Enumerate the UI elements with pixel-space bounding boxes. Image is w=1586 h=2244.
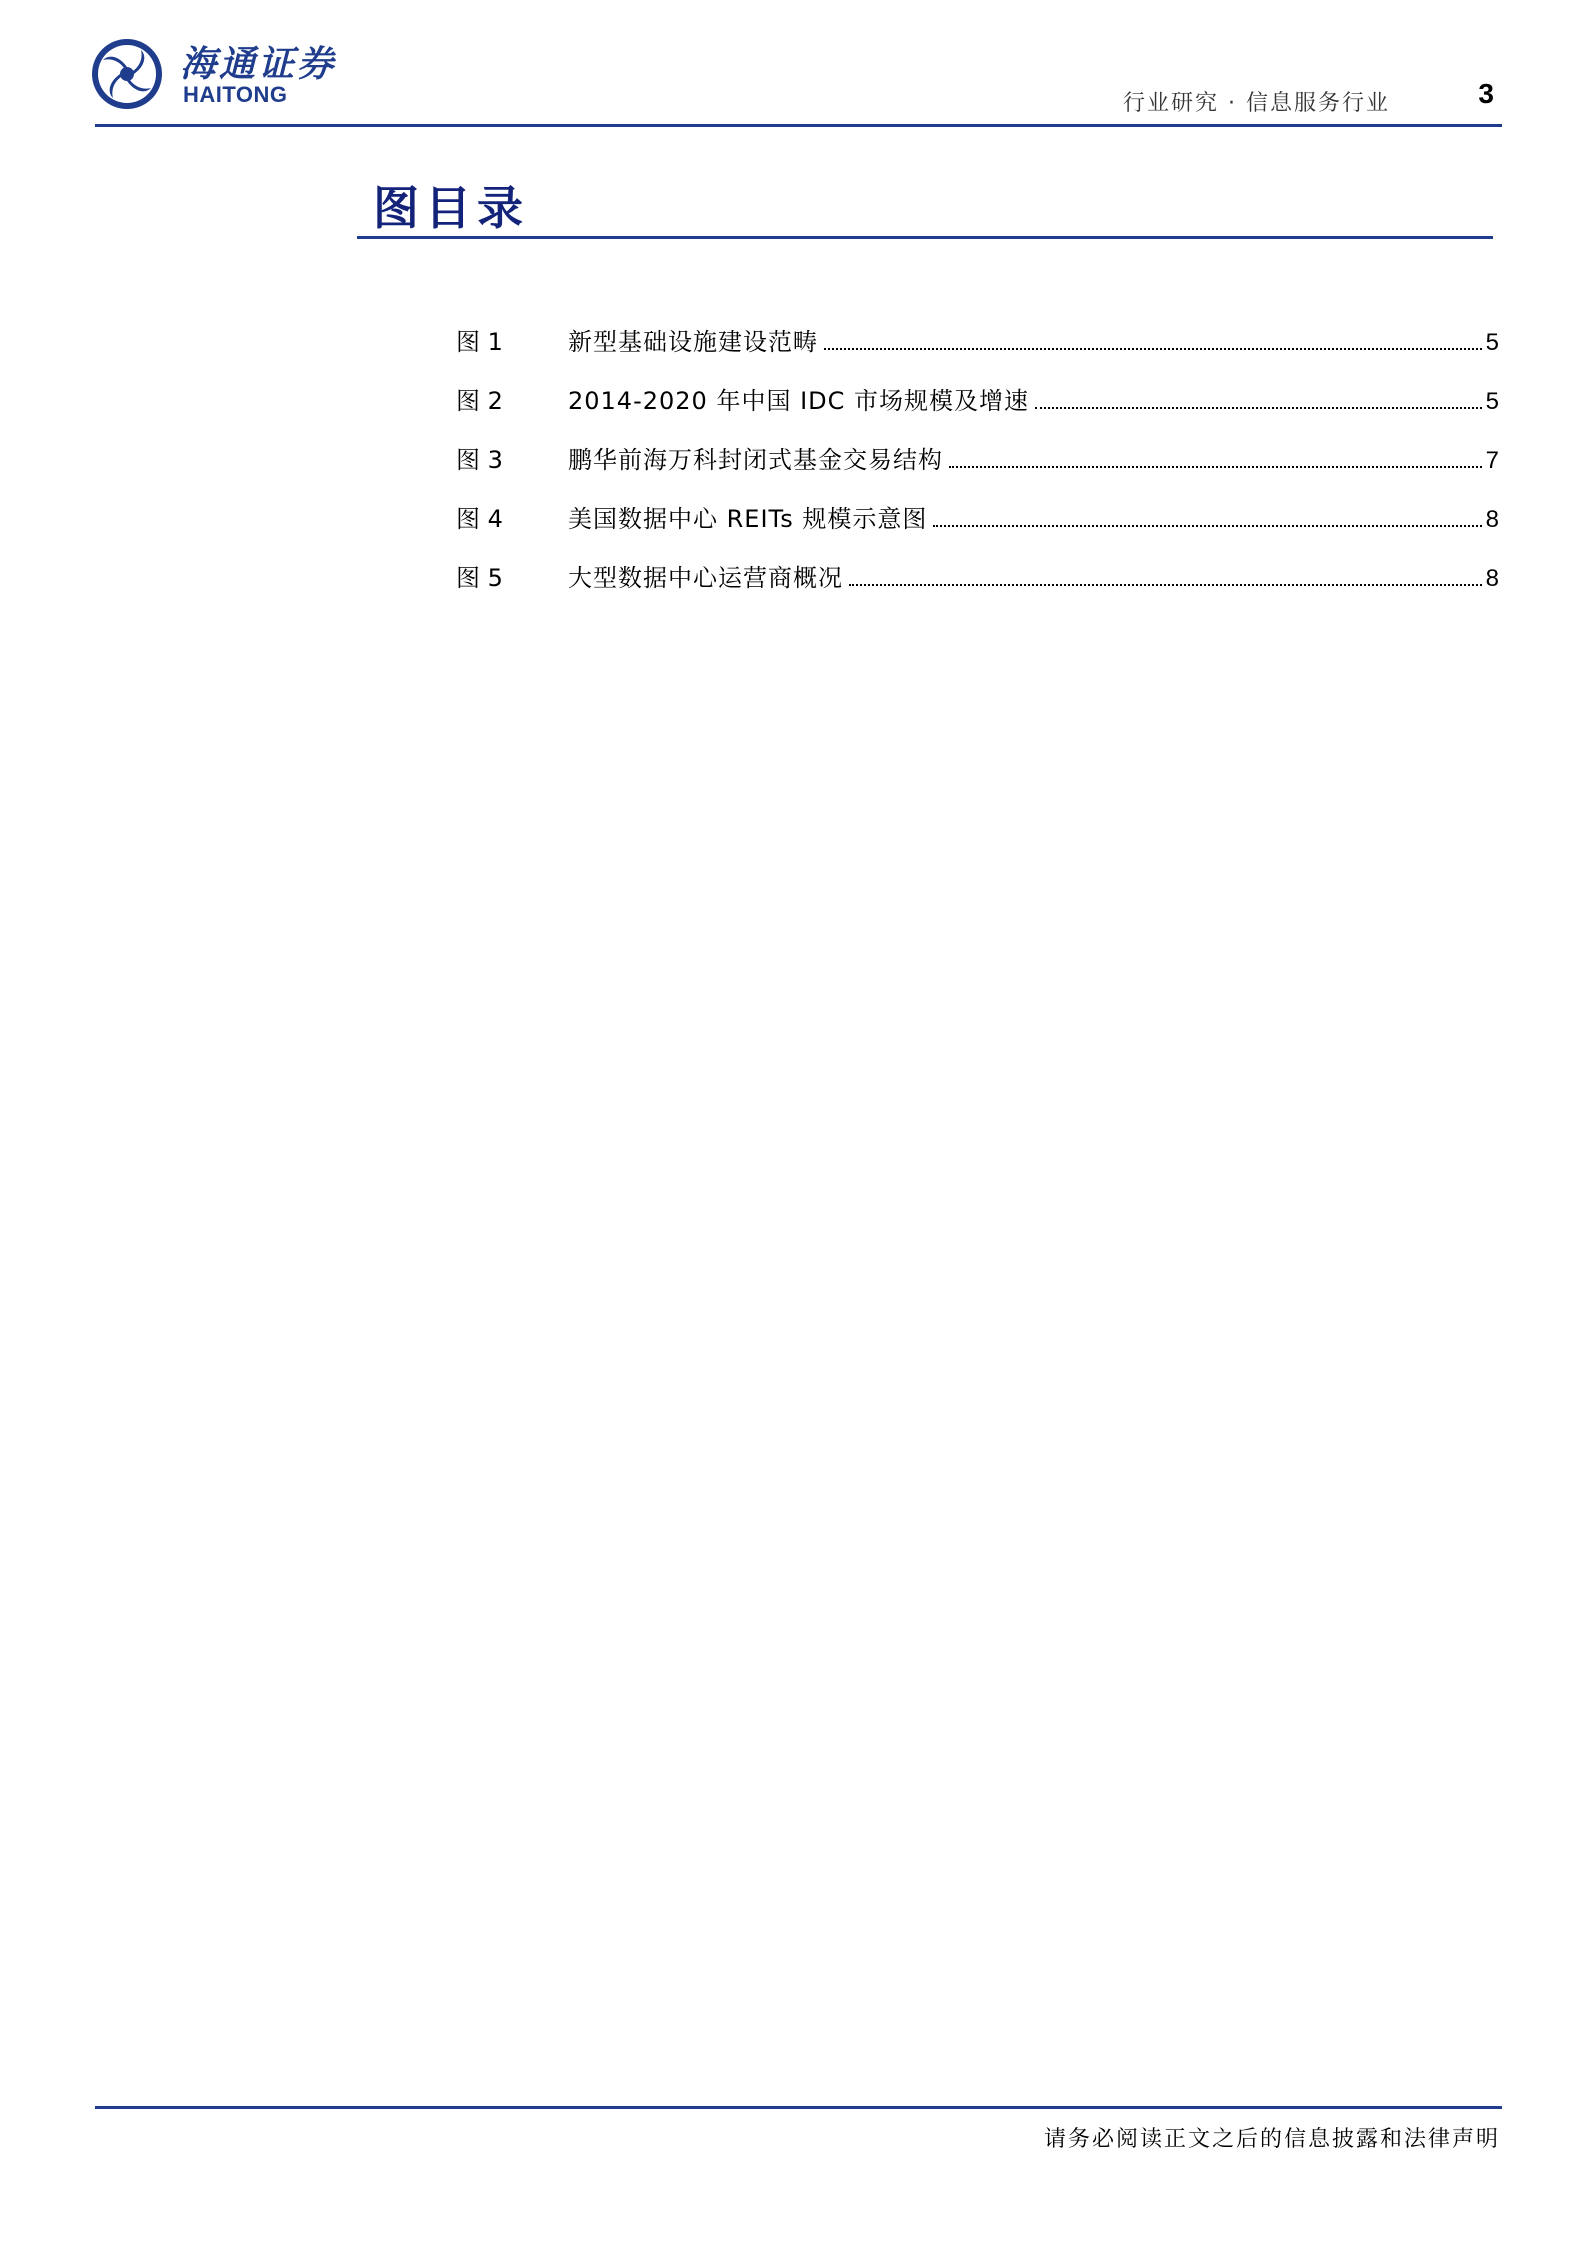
toc-entry-page: 8 <box>1485 506 1499 533</box>
toc-entry-figure-2[interactable] <box>456 381 1499 440</box>
footer-divider <box>95 2106 1502 2109</box>
toc-dot-leader <box>849 584 1482 586</box>
figure-toc-list <box>456 322 1499 617</box>
toc-entry-figure-5[interactable] <box>456 558 1499 617</box>
toc-entry-title: 大型数据中心运营商概况 <box>568 564 843 592</box>
toc-entry-title: 新型基础设施建设范畴 <box>568 328 818 356</box>
toc-dot-leader <box>949 466 1482 468</box>
toc-entry-page: 7 <box>1485 447 1499 474</box>
toc-dot-leader <box>933 525 1481 527</box>
toc-entry-label: 图 1 <box>456 328 503 356</box>
page-header <box>0 0 1586 130</box>
toc-dot-leader <box>1035 407 1482 409</box>
logo-text-en: HAITONG <box>183 82 288 107</box>
toc-entry-figure-1[interactable] <box>456 322 1499 381</box>
toc-entry-label: 图 3 <box>456 446 503 474</box>
toc-entry-title: 2014-2020 年中国 IDC 市场规模及增速 <box>568 387 1030 415</box>
logo-text-cn: 海通证券 <box>180 43 337 85</box>
toc-title-divider <box>357 236 1493 239</box>
toc-entry-label: 图 4 <box>456 505 503 533</box>
toc-entry-label: 图 5 <box>456 564 503 592</box>
toc-entry-figure-3[interactable] <box>456 440 1499 499</box>
toc-entry-page: 5 <box>1485 388 1499 415</box>
toc-entry-title: 鹏华前海万科封闭式基金交易结构 <box>568 446 943 474</box>
report-category: 行业研究 · 信息服务行业 <box>1123 91 1390 116</box>
toc-title: 图目录 <box>373 181 529 235</box>
header-divider <box>95 124 1502 127</box>
toc-dot-leader <box>824 348 1482 350</box>
footer-disclaimer: 请务必阅读正文之后的信息披露和法律声明 <box>1043 2127 1500 2152</box>
toc-entry-page: 8 <box>1485 565 1499 592</box>
toc-entry-title: 美国数据中心 REITs 规模示意图 <box>568 505 928 533</box>
page-number: 3 <box>1478 78 1494 109</box>
haitong-logo-icon <box>89 36 165 112</box>
toc-entry-page: 5 <box>1485 329 1499 356</box>
toc-entry-label: 图 2 <box>456 387 503 415</box>
toc-entry-figure-4[interactable] <box>456 499 1499 558</box>
